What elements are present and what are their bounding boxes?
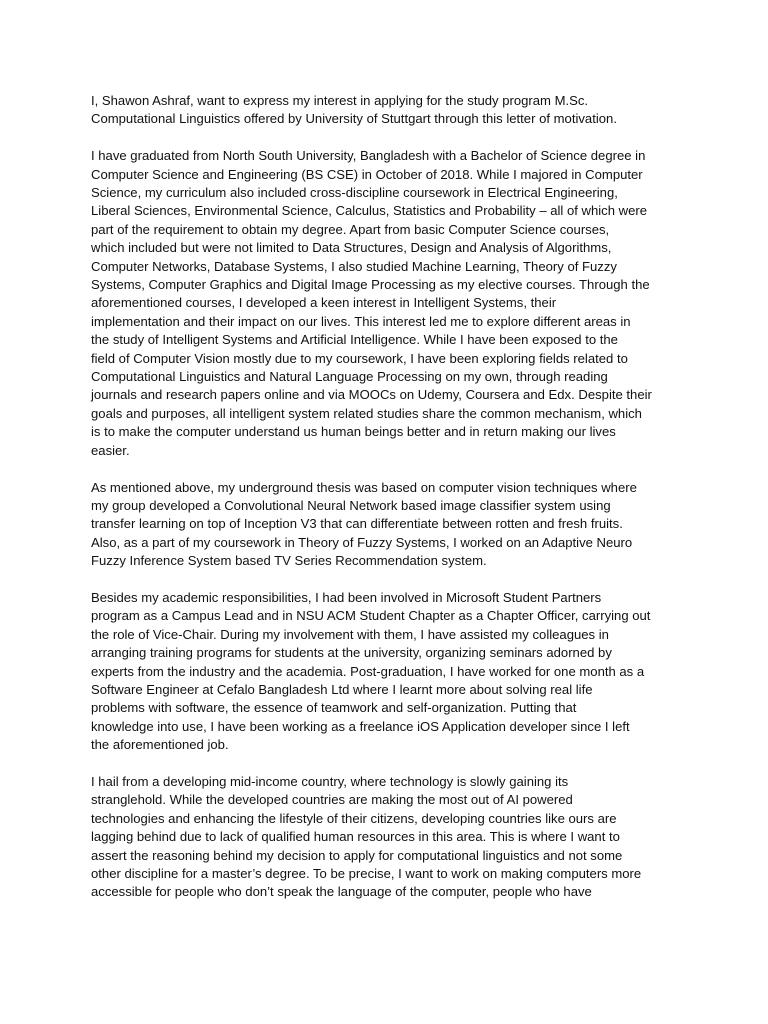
paragraph-2: [91, 147, 728, 460]
text-line: Computer Networks, Database Systems, I also studied Machine Learning, Theory of Fuzzy: [91, 258, 617, 274]
text-line: easier.: [91, 442, 130, 458]
text-line: program as a Campus Lead and in NSU ACM Student Chapter as a Chapter Officer, carrying out: [91, 608, 651, 624]
text-line: I hail from a developing mid-income country, where technology is slowly gaining its: [91, 773, 569, 789]
text-line: part of the requirement to obtain my degree. Apart from basic Computer Science courses,: [91, 221, 610, 237]
text-line: experts from the industry and the academia. Post-graduation, I have worked for one month as a: [91, 663, 645, 679]
text-line: transfer learning on top of Inception V3 that can differentiate between rotten and fresh fruits.: [91, 516, 623, 532]
text-line: goals and purposes, all intelligent system related studies share the common mechanism, which: [91, 405, 642, 421]
text-line: stranglehold. While the developed countries are making the most out of AI powered: [91, 792, 573, 808]
text-line: Besides my academic responsibilities, I had been involved in Microsoft Student Partners: [91, 589, 602, 605]
text-line: Science, my curriculum also included cross-discipline coursework in Electrical Engineering,: [91, 185, 618, 201]
text-line: problems with software, the essence of teamwork and self-organization. Putting that: [91, 700, 577, 716]
text-line: lagging behind due to lack of qualified human resources in this area. This is where I want to: [91, 829, 620, 845]
text-line: is to make the computer understand us human beings better and in return making our lives: [91, 424, 616, 440]
paragraph-1: [91, 92, 728, 129]
text-line: Systems, Computer Graphics and Digital Image Processing as my elective courses. Through the: [91, 277, 650, 293]
text-line: Computer Science and Engineering (BS CSE) in October of 2018. While I majored in Computer: [91, 166, 643, 182]
text-line: arranging training programs for students at the university, organizing seminars adorned by: [91, 645, 612, 661]
text-line: Liberal Sciences, Environmental Science, Calculus, Statistics and Probability – all of which were: [91, 203, 648, 219]
text-line: accessible for people who don’t speak the language of the computer, people who have: [91, 884, 592, 900]
text-line: which included but were not limited to Data Structures, Design and Analysis of Algorithms,: [91, 240, 612, 256]
letter-body: [91, 92, 728, 902]
text-line: technologies and enhancing the lifestyle of their citizens, developing countries like ours are: [91, 810, 617, 826]
text-line: implementation and their impact on our lives. This interest led me to explore different areas in: [91, 313, 631, 329]
text-line: the role of Vice-Chair. During my involvement with them, I have assisted my colleagues in: [91, 626, 609, 642]
text-line: Fuzzy Inference System based TV Series Recommendation system.: [91, 553, 487, 569]
text-line: knowledge into use, I have been working as a freelance iOS Application developer since I left: [91, 718, 630, 734]
text-line: As mentioned above, my underground thesis was based on computer vision techniques where: [91, 479, 637, 495]
text-line: Computational Linguistics offered by University of Stuttgart through this letter of motivation.: [91, 111, 617, 127]
text-line: field of Computer Vision mostly due to my coursework, I have been exploring fields related to: [91, 350, 628, 366]
text-line: other discipline for a master’s degree. To be precise, I want to work on making computers more: [91, 866, 642, 881]
text-line: I have graduated from North South University, Bangladesh with a Bachelor of Science degree in: [91, 148, 646, 164]
text-line: the aforementioned job.: [91, 737, 229, 753]
text-line: aforementioned courses, I developed a keen interest in Intelligent Systems, their: [91, 295, 557, 311]
text-line: journals and research papers online and via MOOCs on Udemy, Coursera and Edx. Despite their: [91, 387, 652, 403]
text-line: Software Engineer at Cefalo Bangladesh Ltd where I learnt more about solving real life: [91, 681, 593, 697]
text-line: my group developed a Convolutional Neural Network based image classifier system using: [91, 497, 611, 513]
paragraph-4: [91, 589, 728, 755]
paragraph-3: [91, 479, 728, 571]
text-line: assert the reasoning behind my decision to apply for computational linguistics and not some: [91, 847, 623, 863]
text-line: the study of Intelligent Systems and Artificial Intelligence. While I have been exposed to the: [91, 332, 618, 348]
text-line: Computational Linguistics and Natural Language Processing on my own, through reading: [91, 369, 608, 385]
text-line: I, Shawon Ashraf, want to express my interest in applying for the study program M.Sc.: [91, 93, 589, 108]
paragraph-5: [91, 773, 728, 902]
text-line: Also, as a part of my coursework in Theory of Fuzzy Systems, I worked on an Adaptive Neuro: [91, 534, 633, 550]
